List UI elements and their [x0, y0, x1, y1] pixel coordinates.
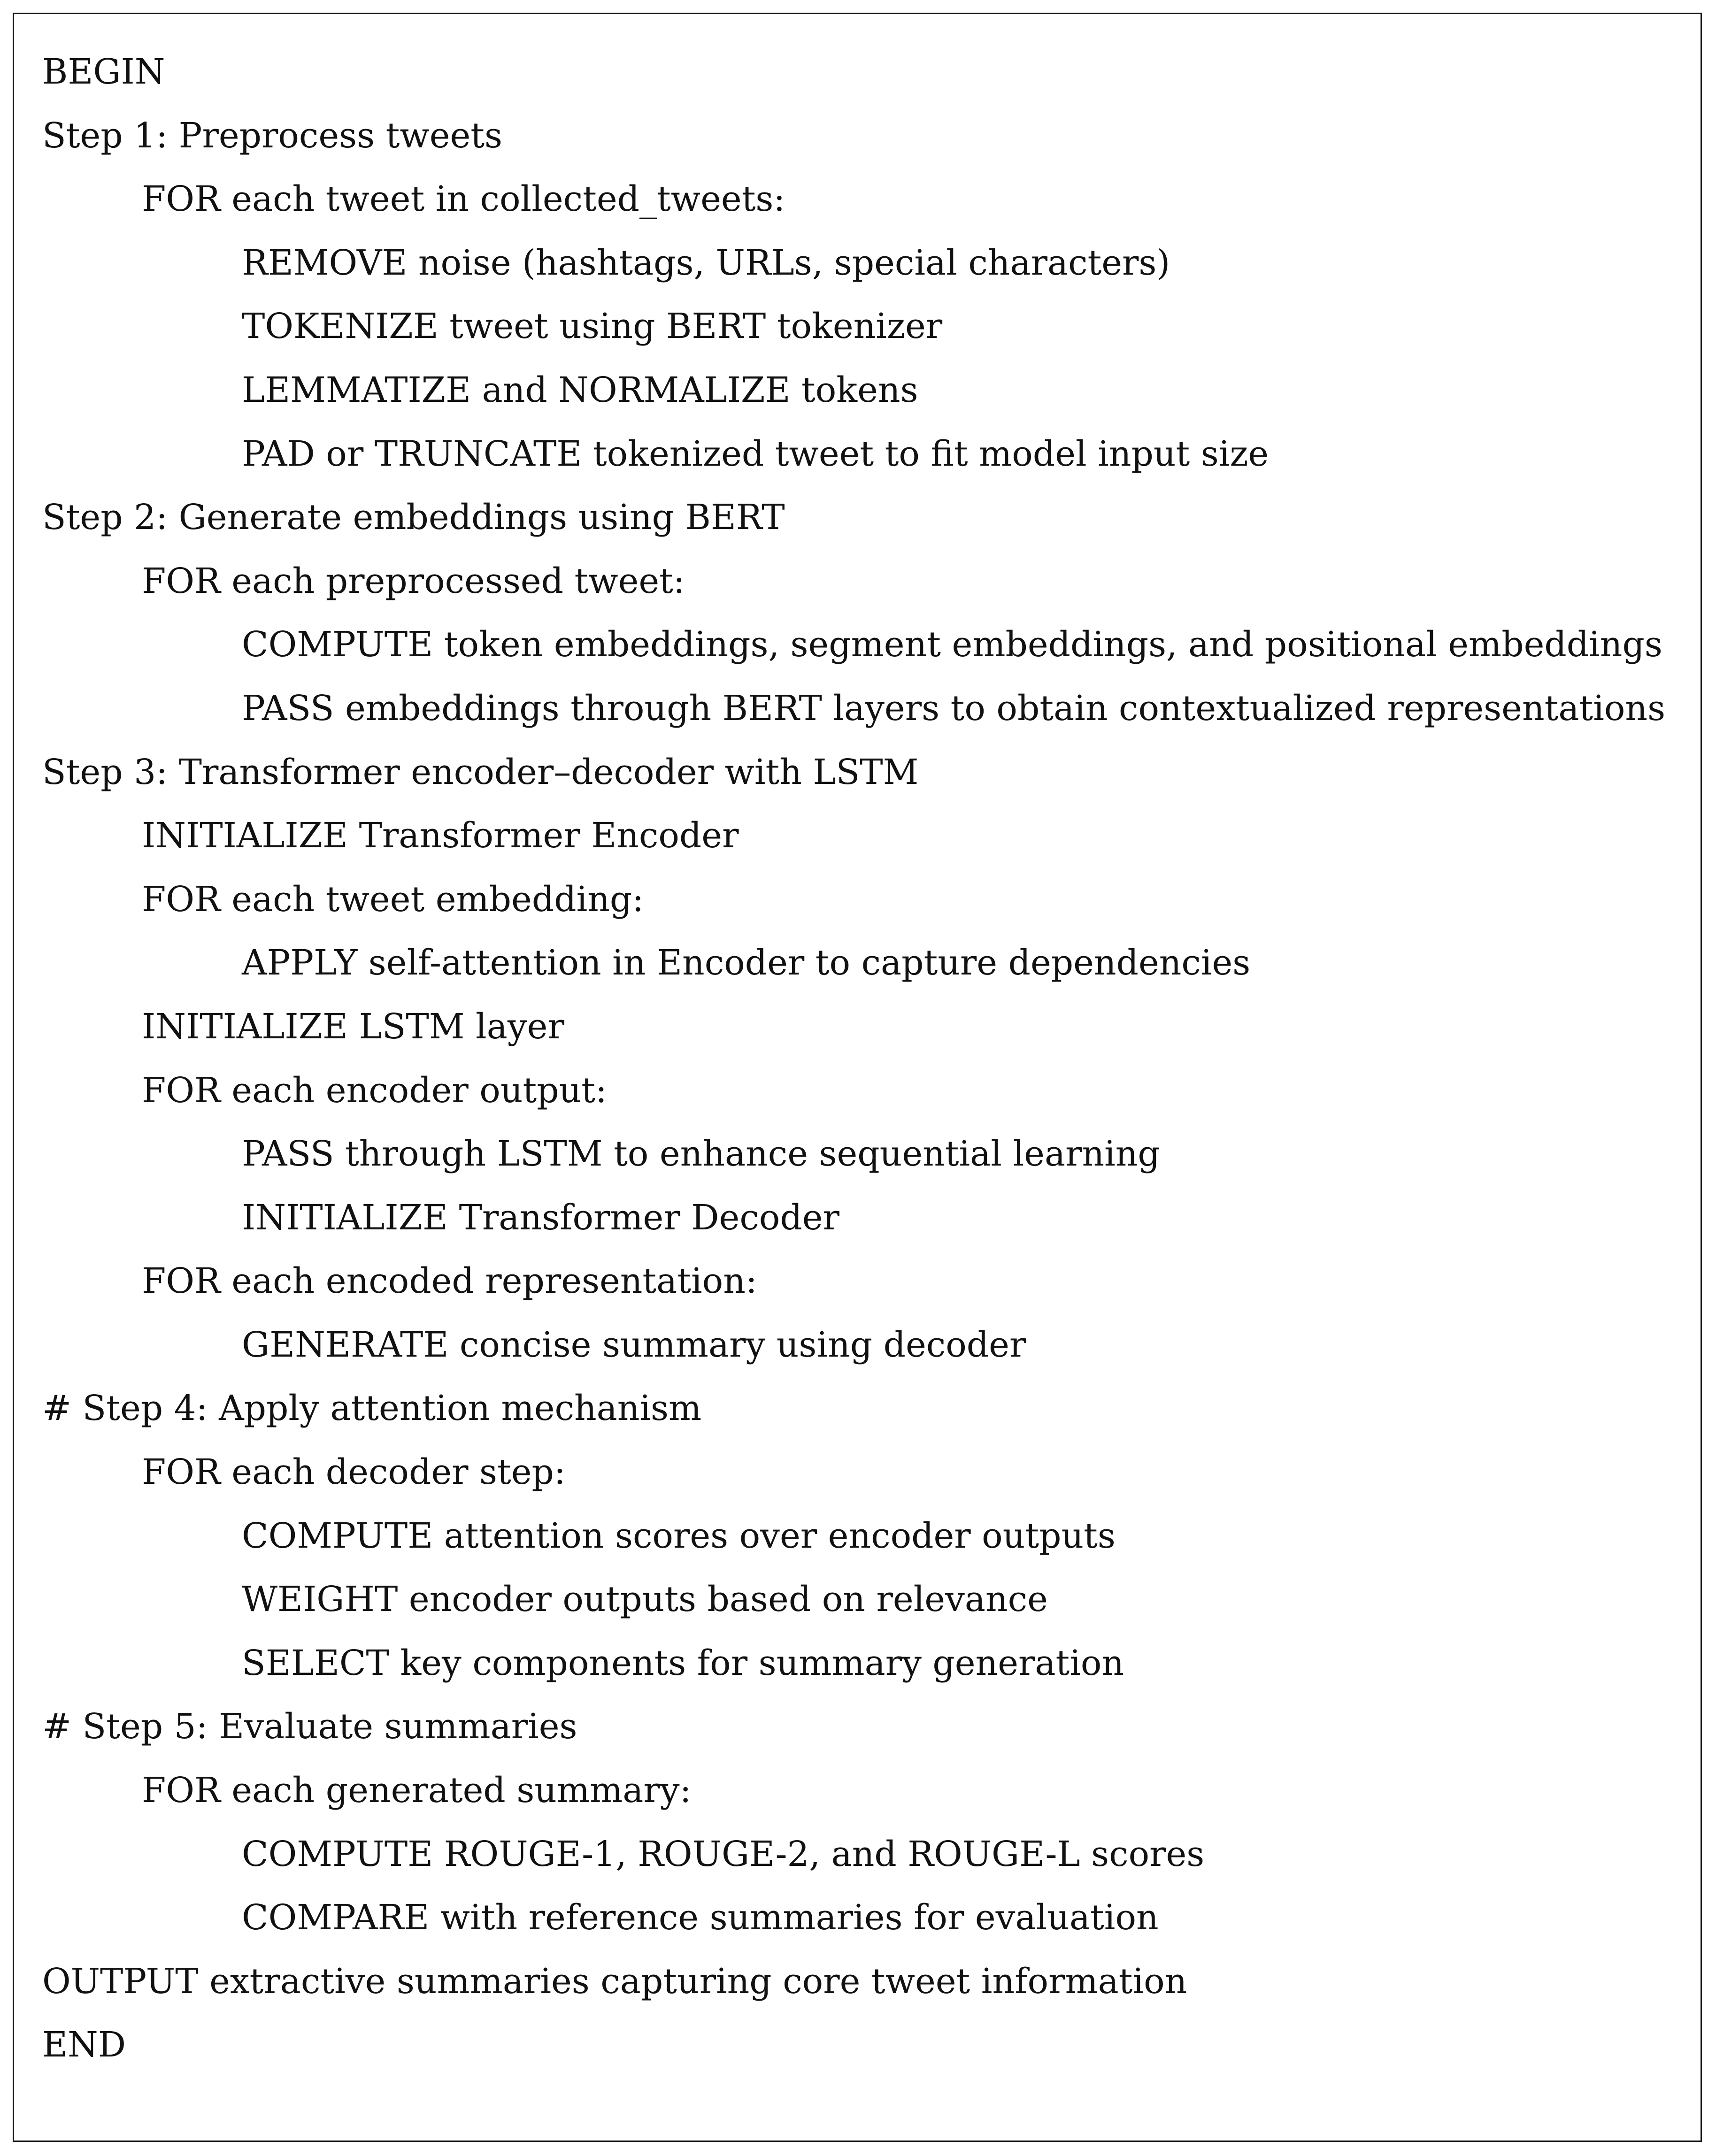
pseudocode-line: INITIALIZE Transformer Encoder [142, 815, 739, 856]
pseudocode-line: COMPARE with reference summaries for evaluation [242, 1897, 1159, 1938]
pseudocode-line: LEMMATIZE and NORMALIZE tokens [242, 369, 918, 410]
pseudocode-line: FOR each tweet embedding: [142, 879, 644, 920]
pseudocode-line: PAD or TRUNCATE tokenized tweet to fit model input size [242, 433, 1269, 474]
pseudocode-line: TOKENIZE tweet using BERT tokenizer [242, 306, 943, 347]
pseudocode-line: FOR each encoded representation: [142, 1261, 757, 1302]
pseudocode-line: PASS through LSTM to enhance sequential learning [242, 1134, 1160, 1174]
pseudocode-line: SELECT key components for summary generation [242, 1642, 1124, 1683]
pseudocode-line: FOR each tweet in collected_tweets: [142, 179, 785, 220]
pseudocode-line: Step 1: Preprocess tweets [42, 115, 502, 156]
pseudocode-line: INITIALIZE Transformer Decoder [242, 1197, 839, 1238]
pseudocode-line: COMPUTE ROUGE-1, ROUGE-2, and ROUGE-L scores [242, 1834, 1205, 1874]
pseudocode-line: COMPUTE attention scores over encoder outputs [242, 1515, 1116, 1556]
pseudocode-box [13, 13, 1702, 2142]
pseudocode-line: PASS embeddings through BERT layers to obtain contextualized representations [242, 688, 1666, 729]
pseudocode-line: REMOVE noise (hashtags, URLs, special characters) [242, 242, 1170, 283]
pseudocode-line: INITIALIZE LSTM layer [142, 1006, 564, 1047]
pseudocode-line: BEGIN [42, 52, 165, 92]
pseudocode-lines [42, 40, 1665, 2077]
pseudocode-line: END [42, 2025, 126, 2065]
pseudocode-line: GENERATE concise summary using decoder [242, 1324, 1026, 1365]
pseudocode-line: APPLY self-attention in Encoder to capture dependencies [242, 943, 1251, 983]
pseudocode-line: FOR each generated summary: [142, 1770, 692, 1811]
pseudocode-line: FOR each decoder step: [142, 1452, 566, 1493]
pseudocode-line: COMPUTE token embeddings, segment embeddings, and positional embeddings [242, 624, 1662, 665]
pseudocode-line: OUTPUT extractive summaries capturing core tweet information [42, 1961, 1187, 2002]
pseudocode-line: FOR each preprocessed tweet: [142, 560, 685, 601]
pseudocode-line: FOR each encoder output: [142, 1070, 607, 1111]
pseudocode-line: # Step 4: Apply attention mechanism [42, 1388, 702, 1429]
pseudocode-line: Step 3: Transformer encoder–decoder with LSTM [42, 752, 919, 792]
pseudocode-line: WEIGHT encoder outputs based on relevance [242, 1579, 1048, 1620]
pseudocode-line: # Step 5: Evaluate summaries [42, 1706, 577, 1747]
pseudocode-line: Step 2: Generate embeddings using BERT [42, 497, 785, 538]
